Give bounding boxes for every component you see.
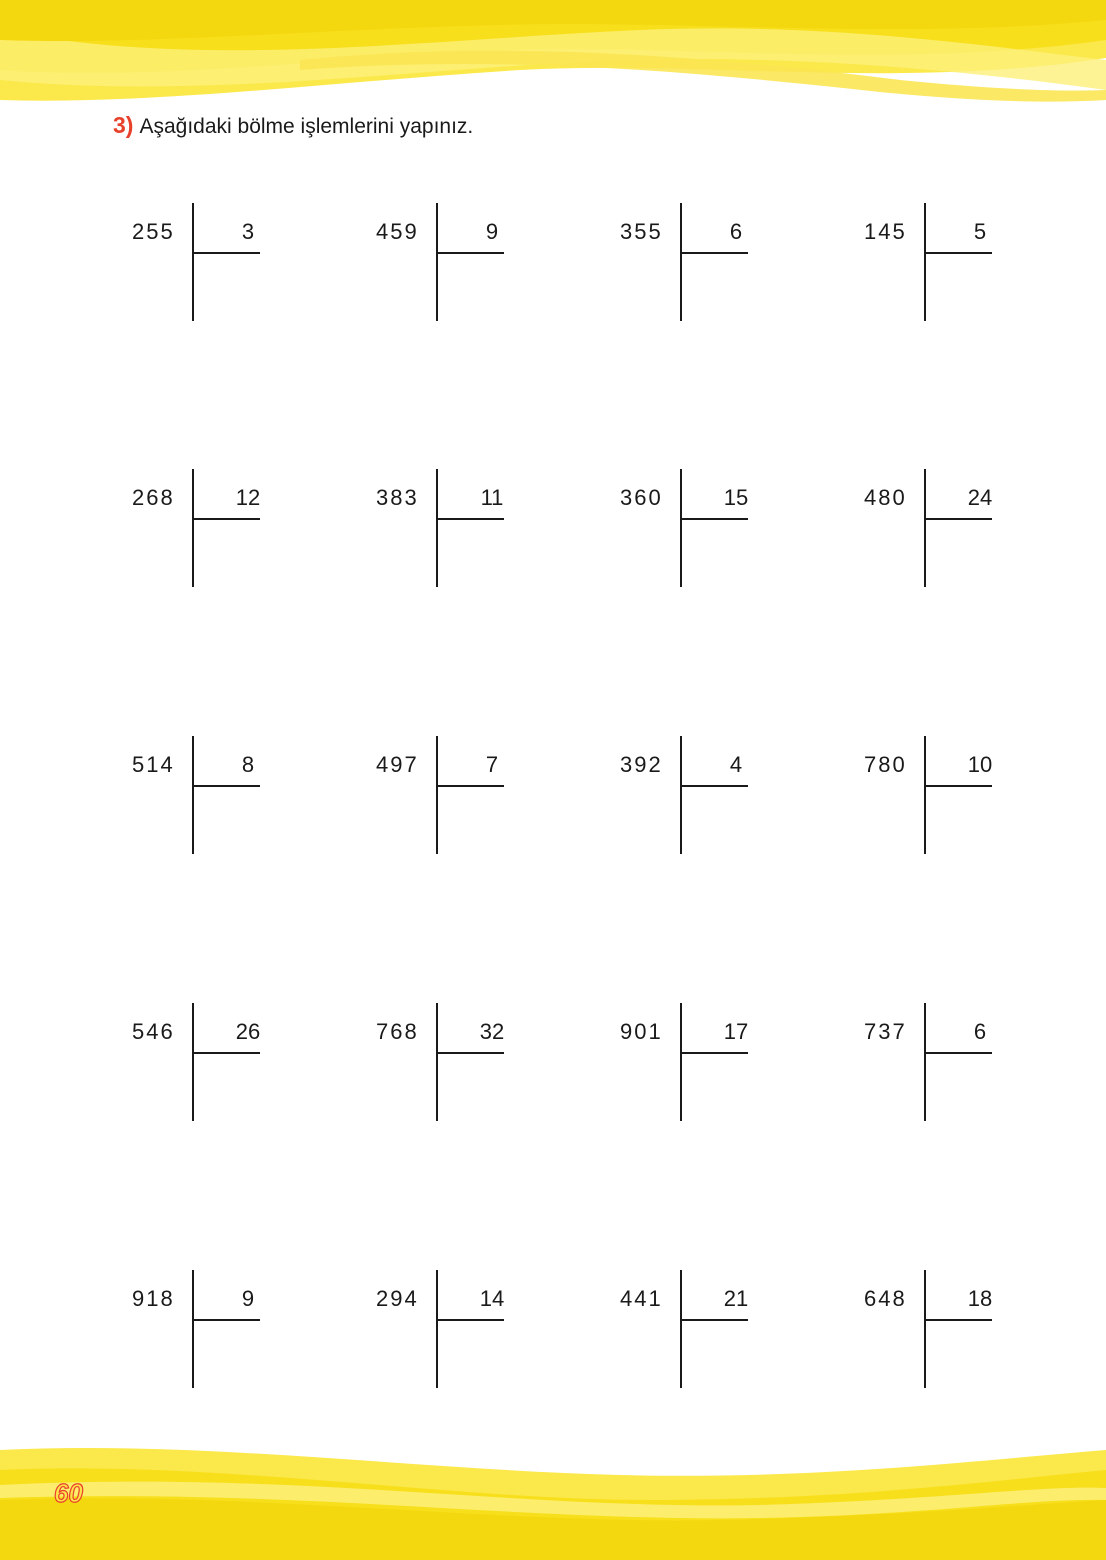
dividend: 497: [376, 752, 419, 777]
division-horizontal-line: [924, 785, 992, 787]
divisor: 21: [723, 1286, 749, 1311]
division-problem: [132, 469, 332, 594]
dividend: 294: [376, 1286, 419, 1311]
dividend: 268: [132, 485, 175, 510]
division-problem: [132, 1270, 332, 1395]
dividend: 360: [620, 485, 663, 510]
division-vertical-line: [436, 469, 438, 587]
bottom-yellow-band: [0, 1430, 1106, 1560]
division-horizontal-line: [436, 518, 504, 520]
dividend: 355: [620, 219, 663, 244]
division-vertical-line: [192, 1270, 194, 1388]
dividend: 737: [864, 1019, 907, 1044]
division-problem: [864, 736, 1064, 861]
divisor: 8: [241, 752, 255, 777]
division-vertical-line: [924, 736, 926, 854]
division-vertical-line: [436, 203, 438, 321]
division-vertical-line: [680, 469, 682, 587]
division-horizontal-line: [680, 518, 748, 520]
dividend: 780: [864, 752, 907, 777]
division-problem: [620, 469, 820, 594]
division-vertical-line: [436, 1270, 438, 1388]
division-problem: [132, 1003, 332, 1128]
division-horizontal-line: [924, 252, 992, 254]
divisor: 4: [729, 752, 743, 777]
division-horizontal-line: [680, 785, 748, 787]
divisor: 11: [480, 485, 504, 510]
divisor: 9: [485, 219, 499, 244]
dividend: 392: [620, 752, 663, 777]
dividend: 383: [376, 485, 419, 510]
page-number: 60: [54, 1478, 83, 1508]
division-vertical-line: [680, 1003, 682, 1121]
dividend: 901: [620, 1019, 663, 1044]
division-problem: [376, 1003, 576, 1128]
division-horizontal-line: [924, 1319, 992, 1321]
division-problem: [620, 203, 820, 328]
division-horizontal-line: [680, 252, 748, 254]
division-problem: [132, 736, 332, 861]
division-vertical-line: [924, 203, 926, 321]
division-horizontal-line: [436, 1052, 504, 1054]
dividend: 546: [132, 1019, 175, 1044]
division-vertical-line: [680, 1270, 682, 1388]
divisor: 17: [723, 1019, 749, 1044]
dividend: 459: [376, 219, 419, 244]
division-horizontal-line: [680, 1319, 748, 1321]
division-vertical-line: [192, 1003, 194, 1121]
division-horizontal-line: [192, 1052, 260, 1054]
division-problem: [132, 203, 332, 328]
division-horizontal-line: [192, 518, 260, 520]
division-problem: [376, 203, 576, 328]
exercise-instruction: Aşağıdaki bölme işlemlerini yapınız.: [139, 115, 474, 138]
division-problem: [376, 736, 576, 861]
division-problem: [620, 736, 820, 861]
division-problem: [620, 1270, 820, 1395]
divisor: 9: [241, 1286, 255, 1311]
division-problem: [376, 469, 576, 594]
division-horizontal-line: [924, 1052, 992, 1054]
divisor: 5: [973, 219, 987, 244]
division-problem: [620, 1003, 820, 1128]
division-vertical-line: [924, 1270, 926, 1388]
dividend: 768: [376, 1019, 419, 1044]
division-vertical-line: [680, 203, 682, 321]
division-horizontal-line: [436, 252, 504, 254]
division-horizontal-line: [436, 785, 504, 787]
division-problem: [376, 1270, 576, 1395]
division-horizontal-line: [192, 1319, 260, 1321]
division-vertical-line: [924, 469, 926, 587]
divisor: 14: [479, 1286, 505, 1311]
division-horizontal-line: [680, 1052, 748, 1054]
divisor: 15: [723, 485, 749, 510]
division-vertical-line: [680, 736, 682, 854]
dividend: 145: [864, 219, 907, 244]
dividend: 441: [620, 1286, 663, 1311]
dividend: 648: [864, 1286, 907, 1311]
division-horizontal-line: [924, 518, 992, 520]
divisor: 32: [479, 1019, 505, 1044]
divisor: 18: [967, 1286, 993, 1311]
division-vertical-line: [436, 736, 438, 854]
division-problem: [864, 1270, 1064, 1395]
divisor: 6: [973, 1019, 987, 1044]
division-problem: [864, 469, 1064, 594]
divisor: 6: [729, 219, 743, 244]
divisor: 24: [967, 485, 993, 510]
dividend: 514: [132, 752, 175, 777]
division-horizontal-line: [192, 252, 260, 254]
division-horizontal-line: [192, 785, 260, 787]
division-vertical-line: [192, 203, 194, 321]
division-horizontal-line: [436, 1319, 504, 1321]
divisor: 3: [241, 219, 255, 244]
division-problem: [864, 203, 1064, 328]
exercise-number: 3): [113, 112, 134, 138]
division-vertical-line: [436, 1003, 438, 1121]
divisor: 10: [967, 752, 993, 777]
dividend: 918: [132, 1286, 175, 1311]
divisor: 7: [485, 752, 499, 777]
division-problem: [864, 1003, 1064, 1128]
division-vertical-line: [924, 1003, 926, 1121]
divisor: 12: [235, 485, 261, 510]
division-vertical-line: [192, 469, 194, 587]
dividend: 480: [864, 485, 907, 510]
division-vertical-line: [192, 736, 194, 854]
divisor: 26: [235, 1019, 261, 1044]
dividend: 255: [132, 219, 175, 244]
